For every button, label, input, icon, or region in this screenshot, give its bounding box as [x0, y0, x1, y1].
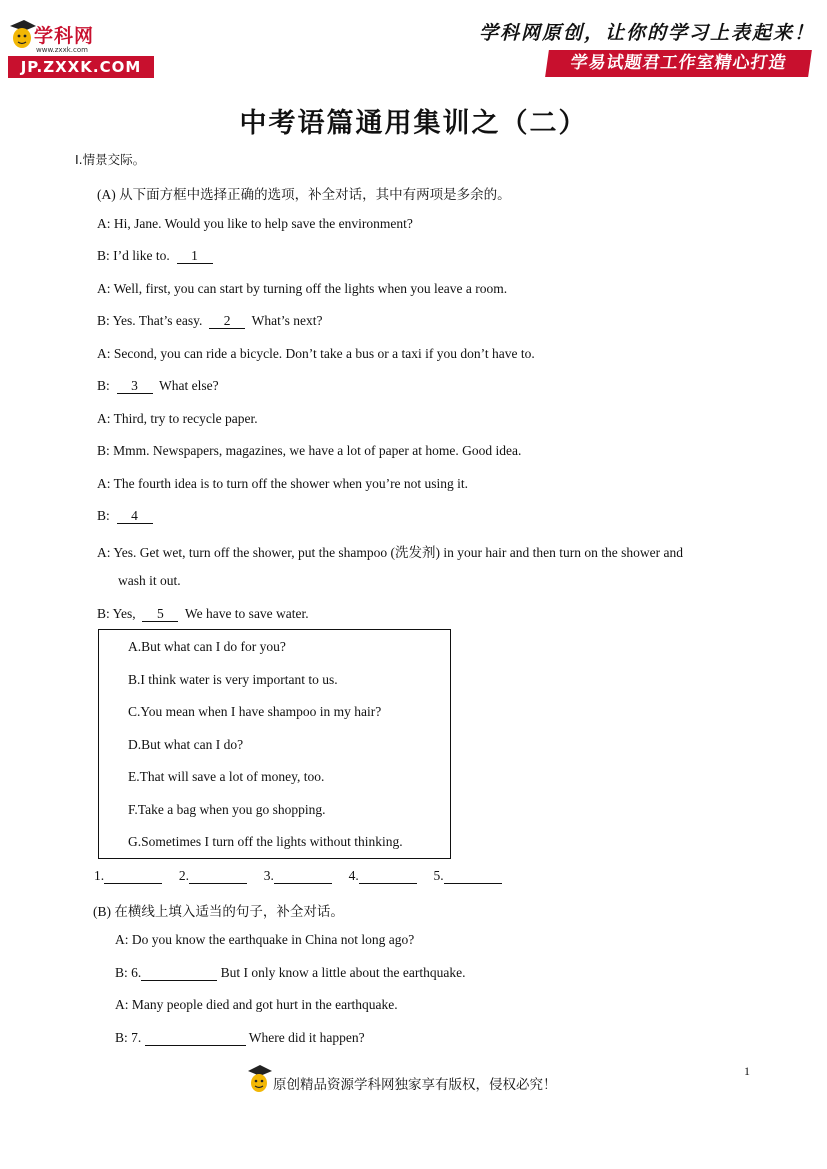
part-b-instruction: (B) 在横线上填入适当的句子，补全对话。 — [93, 904, 344, 919]
answer-blank-6[interactable] — [141, 966, 217, 981]
blank-5: 5 — [142, 607, 178, 622]
option-f: F.Take a bag when you go shopping. — [128, 802, 326, 817]
logo-brand-text: 学科网 — [34, 25, 95, 47]
answer-label-4: 4. — [348, 868, 359, 883]
dialog-line: B: Mmm. Newspapers, magazines, we have a lot of paper at home. Good idea. — [97, 443, 522, 458]
dialog-line: wash it out. — [118, 573, 181, 588]
dialog-text: B: Yes, — [97, 606, 136, 621]
footer-copyright: 原创精品资源学科网独家享有版权，侵权必究！ — [273, 1077, 557, 1092]
answer-row — [94, 868, 502, 884]
dialog-line: A: The fourth idea is to turn off the shower when you’re not using it. — [97, 476, 469, 491]
dialog-line — [97, 248, 213, 264]
dialog-text: But I only know a little about the earthquake. — [220, 965, 466, 980]
dialog-line — [115, 1030, 365, 1046]
mascot-icon — [246, 1064, 272, 1096]
option-d: D.But what can I do? — [128, 737, 244, 752]
answer-label-1: 1. — [94, 868, 105, 883]
dialog-line — [97, 378, 219, 394]
logo-url-text: www.zxxk.com — [36, 46, 88, 54]
blank-4: 4 — [117, 509, 153, 524]
blank-2: 2 — [209, 314, 245, 329]
answer-blank-3[interactable] — [274, 869, 332, 884]
dialog-text: B: Yes. That’s easy. — [97, 313, 203, 328]
dialog-text: Where did it happen? — [248, 1030, 365, 1045]
part-a-instruction: (A) 从下面方框中选择正确的选项，补全对话，其中有两项是多余的。 — [97, 187, 511, 202]
dialog-text: B: 7. — [115, 1030, 142, 1045]
header-banner: 学易试题君工作室精心打造 — [545, 50, 812, 77]
answer-blank-5[interactable] — [444, 869, 502, 884]
answer-label-2: 2. — [178, 868, 189, 883]
dialog-text: What’s next? — [251, 313, 323, 328]
logo-domain-bar: JP.ZXXK.COM — [8, 56, 154, 78]
dialog-line: A: Yes. Get wet, turn off the shower, put the shampoo (洗发剂) in your hair and then turn on the shower and — [97, 545, 683, 560]
dialog-text: B: — [97, 508, 110, 523]
dialog-text: B: 6. — [115, 965, 142, 980]
option-e: E.That will save a lot of money, too. — [128, 769, 325, 784]
blank-1: 1 — [177, 249, 213, 264]
option-c: C.You mean when I have shampoo in my hair? — [128, 704, 382, 719]
section-heading: I.情景交际。 — [75, 152, 146, 167]
dialog-line: A: Well, first, you can start by turning off the lights when you leave a room. — [97, 281, 508, 296]
page-title: 中考语篇通用集训之（二） — [239, 108, 588, 139]
option-a: A.But what can I do for you? — [128, 639, 286, 654]
dialog-line — [97, 313, 323, 329]
header-slogan: 学科网原创，让你的学习上表起来！ — [478, 22, 815, 44]
dialog-text: What else? — [159, 378, 219, 393]
page-number: 1 — [744, 1064, 750, 1078]
zxxk-logo — [6, 16, 154, 80]
option-g: G.Sometimes I turn off the lights without thinking. — [128, 834, 403, 849]
dialog-text: We have to save water. — [184, 606, 309, 621]
dialog-line: A: Third, try to recycle paper. — [97, 411, 258, 426]
dialog-line: A: Hi, Jane. Would you like to help save the environment? — [97, 216, 413, 231]
dialog-line — [97, 508, 153, 524]
mascot-icon — [6, 18, 36, 52]
option-b: B.I think water is very important to us. — [128, 672, 338, 687]
dialog-text: B: — [97, 378, 110, 393]
answer-label-5: 5. — [433, 868, 444, 883]
dialog-line: A: Second, you can ride a bicycle. Don’t take a bus or a taxi if you don’t have to. — [97, 346, 535, 361]
dialog-text: B: I’d like to. — [97, 248, 170, 263]
answer-blank-1[interactable] — [104, 869, 162, 884]
dialog-line: A: Do you know the earthquake in China not long ago? — [115, 932, 415, 947]
blank-3: 3 — [117, 379, 153, 394]
dialog-line: A: Many people died and got hurt in the earthquake. — [115, 997, 398, 1012]
answer-label-3: 3. — [263, 868, 274, 883]
answer-blank-4[interactable] — [359, 869, 417, 884]
answer-blank-2[interactable] — [189, 869, 247, 884]
dialog-line — [115, 965, 465, 981]
dialog-line — [97, 606, 309, 622]
answer-blank-7[interactable] — [145, 1031, 246, 1046]
